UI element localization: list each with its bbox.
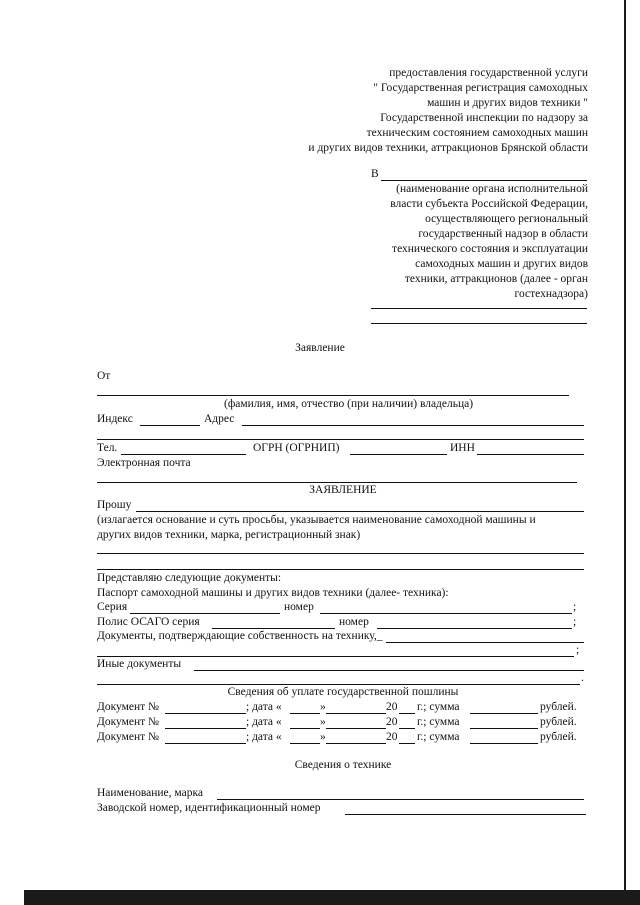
fee-year-field[interactable] (399, 728, 415, 729)
semicolon: ; (576, 644, 580, 656)
series-field[interactable] (130, 613, 280, 614)
request-field-extra[interactable] (97, 553, 584, 554)
fio-field[interactable] (97, 395, 569, 396)
request-field-extra[interactable] (97, 569, 584, 570)
addressee-prefix: В (371, 168, 379, 180)
fee-amount-field[interactable] (470, 743, 538, 744)
fee-quote-close: » (320, 716, 326, 728)
tech-name-label: Наименование, марка (97, 787, 203, 799)
ogrn-field[interactable] (350, 454, 447, 455)
inn-label: ИНН (450, 442, 475, 454)
semicolon: ; (573, 601, 577, 613)
osago-number-field[interactable] (377, 628, 572, 629)
addressee-caption-line: государственный надзор в области (418, 228, 588, 240)
fee-year-prefix: 20 (386, 701, 398, 713)
phone-label: Тел. (97, 442, 118, 454)
other-docs-label: Иные документы (97, 658, 182, 670)
period: . (581, 672, 584, 684)
addressee-extra-field[interactable] (371, 323, 587, 324)
request-note-line: (излагается основание и суть просьбы, указывается наименование самоходной машины и (97, 514, 536, 526)
fee-doc-number-field[interactable] (165, 743, 246, 744)
addressee-field[interactable] (381, 180, 587, 181)
addressee-caption-line: гостехнадзора) (514, 288, 588, 300)
number-label: номер (284, 601, 314, 613)
tech-serial-label: Заводской номер, идентификационный номер (97, 802, 321, 814)
ownership-field[interactable] (386, 642, 584, 643)
request-note-line: других видов техники, марка, регистрационный знак) (97, 529, 361, 541)
passport-label: Паспорт самоходной машины и других видов техники (далее- техника): (97, 587, 449, 599)
fee-title: Сведения об уплате государственной пошлины (227, 686, 459, 698)
fee-doc-number-field[interactable] (165, 713, 246, 714)
email-label: Электронная почта (97, 457, 191, 469)
fee-amount-field[interactable] (470, 728, 538, 729)
inn-field[interactable] (477, 454, 584, 455)
fee-date-label: ; дата « (246, 701, 282, 713)
number-field[interactable] (320, 613, 572, 614)
fee-doc-number-field[interactable] (165, 728, 246, 729)
fee-year-prefix: 20 (386, 731, 398, 743)
header-line: " Государственная регистрация самоходных (373, 82, 588, 94)
fee-date-label: ; дата « (246, 731, 282, 743)
fee-year-suffix: г.; сумма (417, 731, 460, 743)
fee-currency: рублей. (540, 731, 577, 743)
fee-doc-label: Документ № (97, 716, 160, 728)
addressee-caption-line: (наименование органа исполнительной (396, 183, 588, 195)
header-line: и других видов техники, аттракционов Брянской области (308, 142, 588, 154)
title-big: ЗАЯВЛЕНИЕ (309, 484, 377, 496)
header-line: техническим состоянием самоходных машин (366, 127, 588, 139)
semicolon: ; (573, 616, 577, 628)
index-label: Индекс (97, 413, 133, 425)
header-line: машин и других видов техники " (427, 97, 588, 109)
fee-quote-close: » (320, 731, 326, 743)
fee-month-field[interactable] (326, 743, 386, 744)
fee-year-prefix: 20 (386, 716, 398, 728)
fee-amount-field[interactable] (470, 713, 538, 714)
tech-serial-field[interactable] (345, 814, 586, 815)
fee-year-suffix: г.; сумма (417, 716, 460, 728)
request-label: Прошу (97, 499, 132, 511)
fee-doc-label: Документ № (97, 731, 160, 743)
request-field[interactable] (136, 511, 584, 512)
addressee-caption-line: осуществляющего региональный (425, 213, 588, 225)
osago-series-field[interactable] (212, 628, 335, 629)
fee-currency: рублей. (540, 716, 577, 728)
fee-month-field[interactable] (326, 713, 386, 714)
osago-label: Полис ОСАГО серия (97, 616, 200, 628)
address-field-extra[interactable] (97, 439, 584, 440)
addressee-caption-line: самоходных машин и других видов (415, 258, 588, 270)
fee-day-field[interactable] (290, 728, 320, 729)
phone-field[interactable] (121, 454, 246, 455)
documents-intro: Представляю следующие документы: (97, 572, 282, 584)
tech-title: Сведения о технике (294, 759, 392, 771)
address-label: Адрес (204, 413, 235, 425)
header-line: предоставления государственной услуги (389, 67, 588, 79)
fee-doc-label: Документ № (97, 701, 160, 713)
fee-currency: рублей. (540, 701, 577, 713)
fee-date-label: ; дата « (246, 716, 282, 728)
header-line: Государственной инспекции по надзору за (380, 112, 588, 124)
fee-day-field[interactable] (290, 713, 320, 714)
series-label: Серия (97, 601, 128, 613)
fio-caption: (фамилия, имя, отчество (при наличии) владельца) (224, 398, 474, 410)
fee-quote-close: » (320, 701, 326, 713)
fee-year-suffix: г.; сумма (417, 701, 460, 713)
addressee-caption-line: техники, аттракционов (далее - орган (404, 273, 588, 285)
ownership-label: Документы, подтверждающие собственность на технику,_ (97, 630, 383, 642)
fee-year-field[interactable] (399, 713, 415, 714)
other-docs-field[interactable] (194, 670, 584, 671)
page-edge-bottom (24, 890, 640, 905)
osago-number-label: номер (339, 616, 369, 628)
tech-name-field[interactable] (217, 799, 584, 800)
addressee-caption-line: власти субъекта Российской Федерации, (390, 198, 588, 210)
from-label: От (97, 370, 111, 382)
fee-month-field[interactable] (326, 728, 386, 729)
other-docs-field-extra[interactable] (97, 684, 580, 685)
title-small: Заявление (295, 342, 345, 354)
index-field[interactable] (140, 425, 200, 426)
address-field[interactable] (242, 425, 584, 426)
ownership-field-extra[interactable] (97, 656, 574, 657)
ogrn-label: ОГРН (ОГРНИП) (253, 442, 340, 454)
email-field[interactable] (97, 482, 577, 483)
fee-day-field[interactable] (290, 743, 320, 744)
addressee-extra-field[interactable] (371, 308, 587, 309)
addressee-caption-line: технического состояния и эксплуатации (392, 243, 588, 255)
fee-year-field[interactable] (399, 743, 415, 744)
